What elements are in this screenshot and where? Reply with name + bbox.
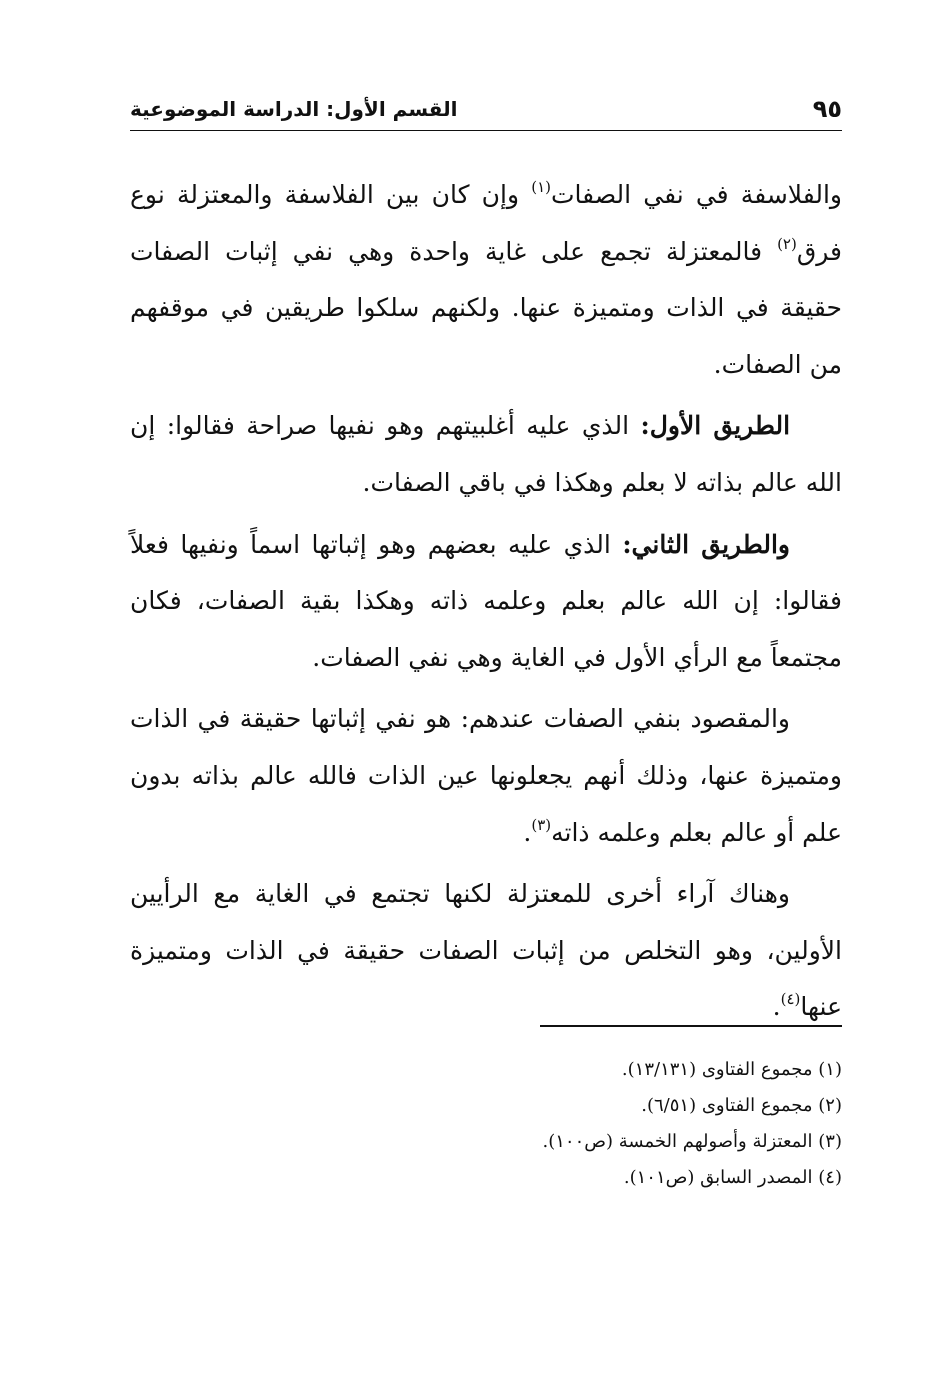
paragraph-3: والطريق الثاني: الذي عليه بعضهم وهو إثباتها اسماً ونفيها فعلاً فقالوا: إن الله عالم بعلم وعلمه ذاته وهكذا بقية الصفات، فكان مجتمعاً مع الرأي الأول في الغاية وهي نفي الصفات. bbox=[130, 529, 842, 672]
paragraph-2: الطريق الأول: الذي عليه أغلبيتهم وهو نفيها صراحة فقالوا: إن الله عالم بذاته لا بعلم وهكذا في باقي الصفات. bbox=[130, 411, 842, 497]
second-way-label: والطريق الثاني: bbox=[622, 529, 790, 559]
footnote-ref-2: (٢) bbox=[777, 234, 797, 253]
page-number: ٩٥ bbox=[812, 95, 842, 123]
footnote-3: (٣) المعتزلة وأصولهم الخمسة (ص١٠٠). bbox=[542, 1131, 842, 1152]
footnote-ref-3: (٣) bbox=[531, 815, 552, 834]
page-header bbox=[130, 92, 842, 126]
first-way-label: الطريق الأول: bbox=[640, 411, 791, 441]
main-text bbox=[130, 167, 842, 1036]
header-divider bbox=[130, 130, 842, 131]
paragraph-1: والفلاسفة في نفي الصفات$^{(١)}$ وإن كان بين الفلاسفة والمعتزلة نوع فرق$^{(٢)}$ فالمعتزلة تجمع على غاية واحدة وهي نفي إثبات الصفات حقيقة في الذات ومتميزة عنها. ولكنهم سلكوا طريقين في موقفهم من الصفات. bbox=[130, 178, 842, 379]
footnote-1: (١) مجموع الفتاوى (١٣/١٣١). bbox=[621, 1059, 842, 1080]
footnotes bbox=[130, 1052, 842, 1196]
footnote-ref-4: (٤) bbox=[780, 990, 801, 1009]
paragraph-5: وهناك آراء أخرى للمعتزلة لكنها تجتمع في الغاية مع الرأيين الأولين، وهو التخلص من إثبات الصفات حقيقة في الذات ومتميزة عنها$^{(٤)}$. bbox=[130, 879, 842, 1022]
footnote-4: (٤) المصدر السابق (ص١٠١). bbox=[623, 1167, 842, 1188]
running-title: القسم الأول: الدراسة الموضوعية bbox=[130, 97, 458, 121]
footnote-ref-1: (١) bbox=[531, 178, 552, 196]
paragraph-4: والمقصود بنفي الصفات عندهم: هو نفي إثباتها حقيقة في الذات ومتميزة عنها، وذلك أنهم يجعلونها عين الذات فالله عالم بذاته بدون علم أو عالم بعلم وعلمه ذاته$^{(٣)}$. bbox=[130, 704, 842, 847]
footnote-divider bbox=[540, 1025, 842, 1027]
footnote-2: (٢) مجموع الفتاوى (٦/٥١). bbox=[641, 1095, 842, 1116]
